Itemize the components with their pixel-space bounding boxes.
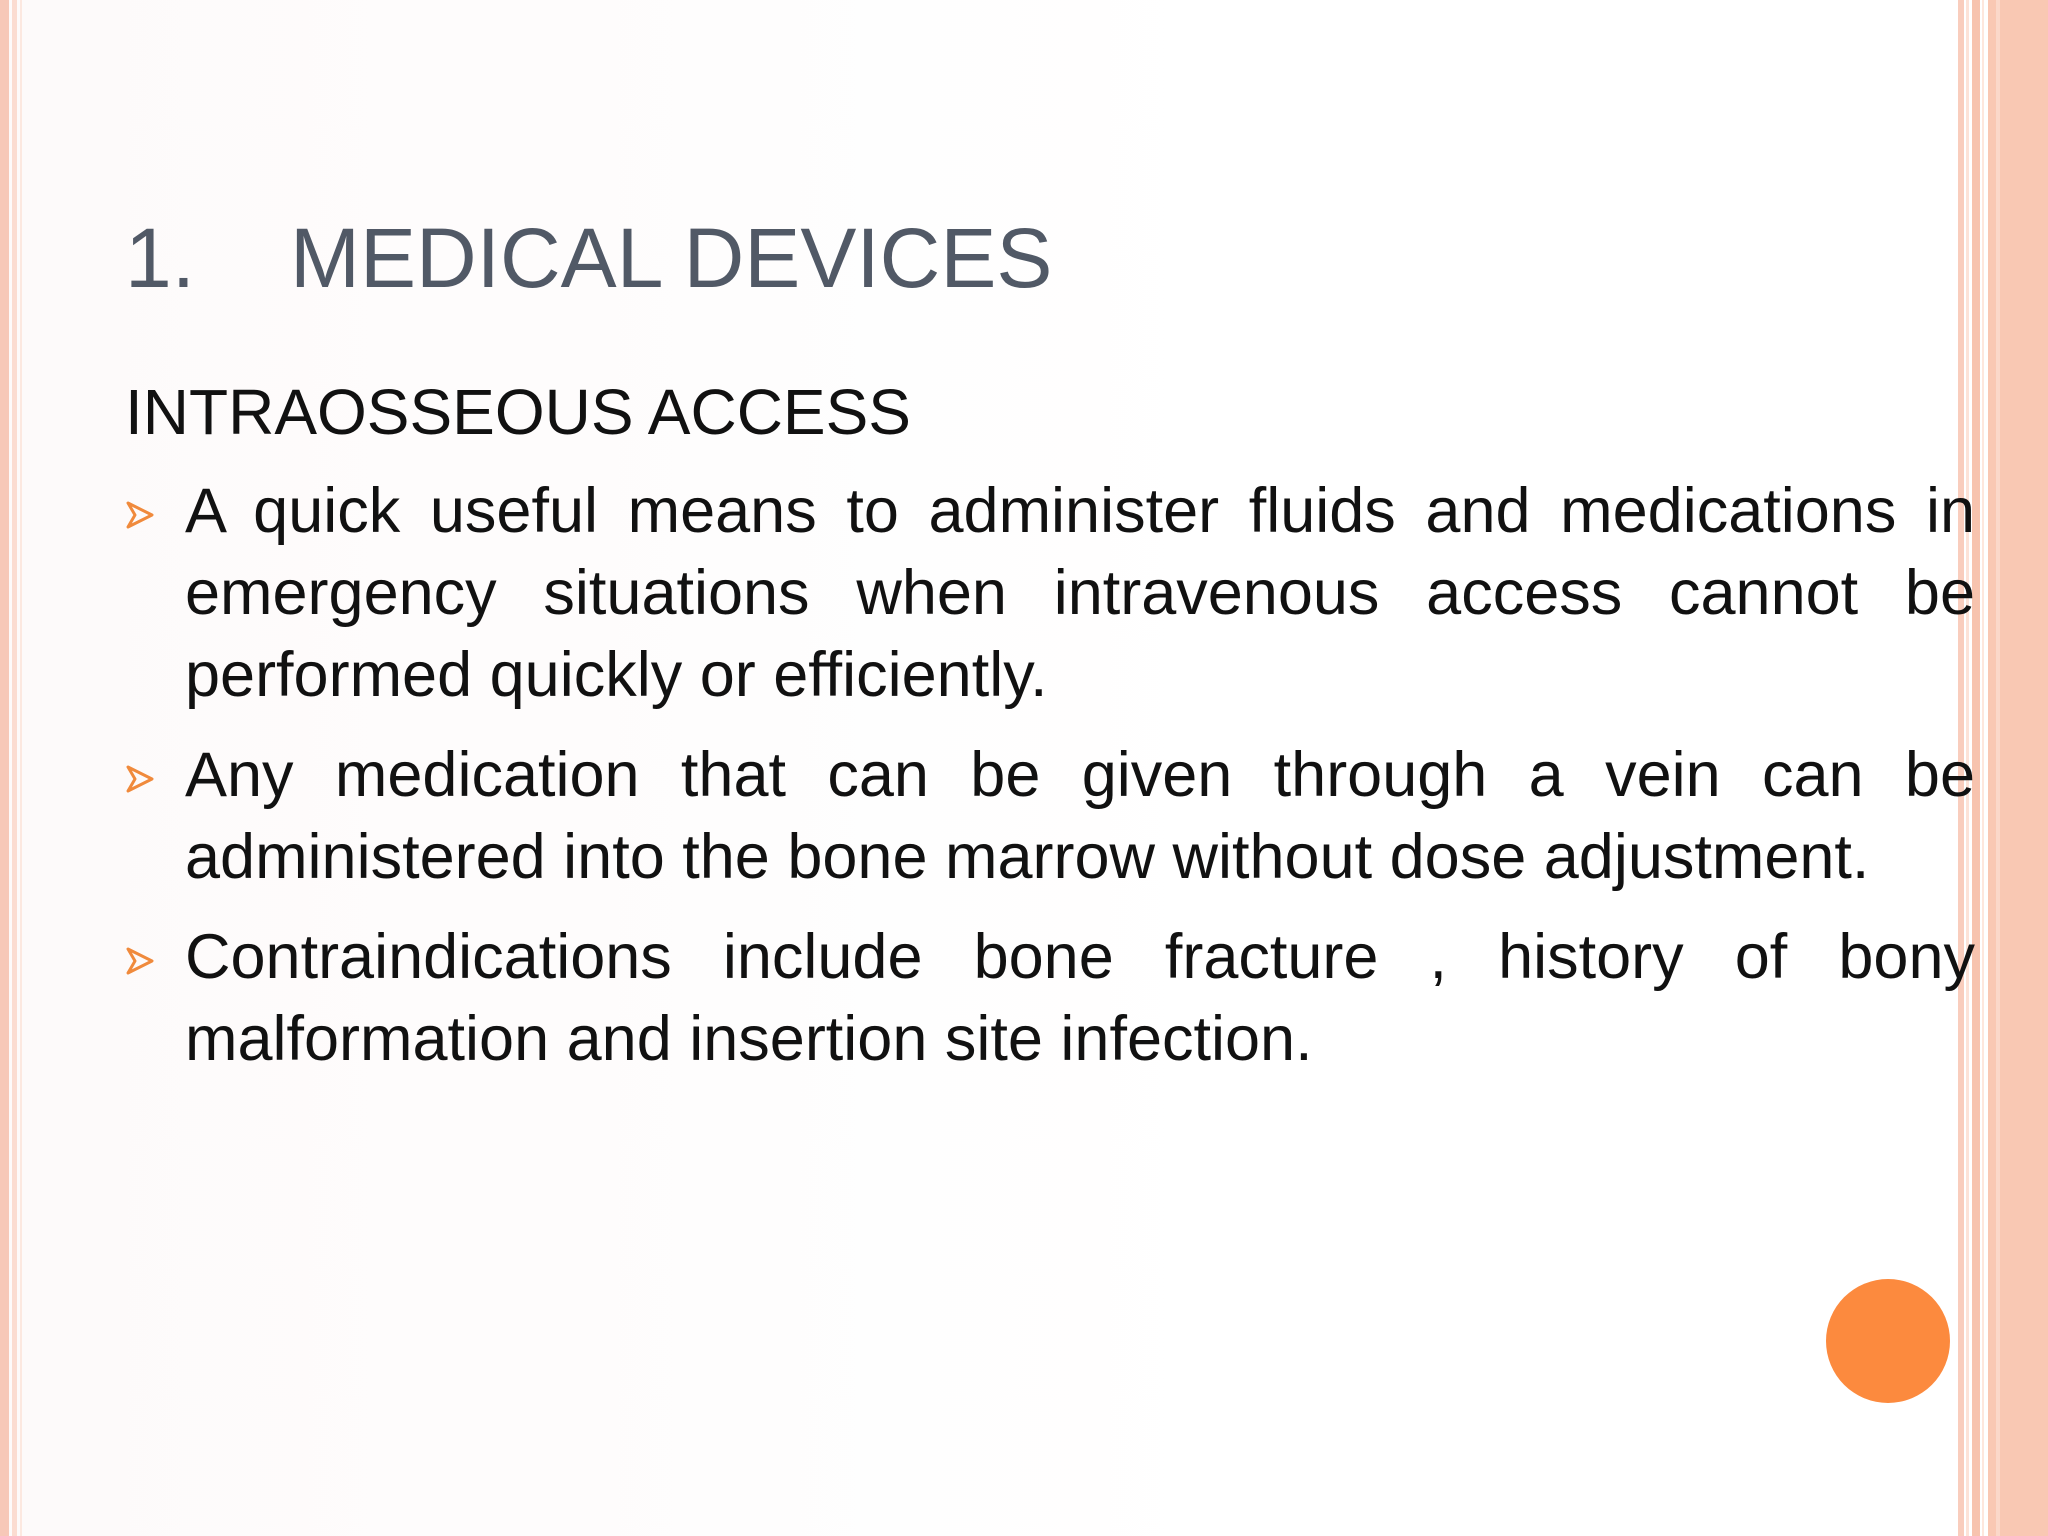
title-number: 1. <box>125 211 196 305</box>
bullet-text: Contraindications include bone fracture , history of bony malformation and insertion site infection. <box>185 922 1975 1074</box>
arrowhead-bullet-icon <box>125 764 155 794</box>
arrowhead-bullet-icon <box>125 500 155 530</box>
bullet-text: Any medication that can be given through a vein can be administered into the bone marrow without dose adjustment. <box>185 740 1975 892</box>
left-border-strip <box>20 0 22 1536</box>
section-subtitle: INTRAOSSEOUS ACCESS <box>125 376 911 448</box>
left-border-strip <box>12 0 17 1536</box>
bullet-item <box>125 916 1975 1080</box>
title-text: MEDICAL DEVICES <box>290 211 1053 305</box>
bullet-item <box>125 734 1975 898</box>
right-border-strip <box>1982 0 1984 1536</box>
orange-circle-decoration <box>1826 1279 1950 1403</box>
bullet-list <box>125 470 1975 1098</box>
arrowhead-bullet-icon <box>125 946 155 976</box>
slide-title <box>125 208 1052 308</box>
right-border-strip <box>1996 0 2000 1536</box>
bullet-text: A quick useful means to administer fluids and medications in emergency situations when intravenous access cannot be performed quickly or efficiently. <box>185 476 1975 710</box>
left-border-strip <box>0 0 9 1536</box>
bullet-item <box>125 470 1975 716</box>
